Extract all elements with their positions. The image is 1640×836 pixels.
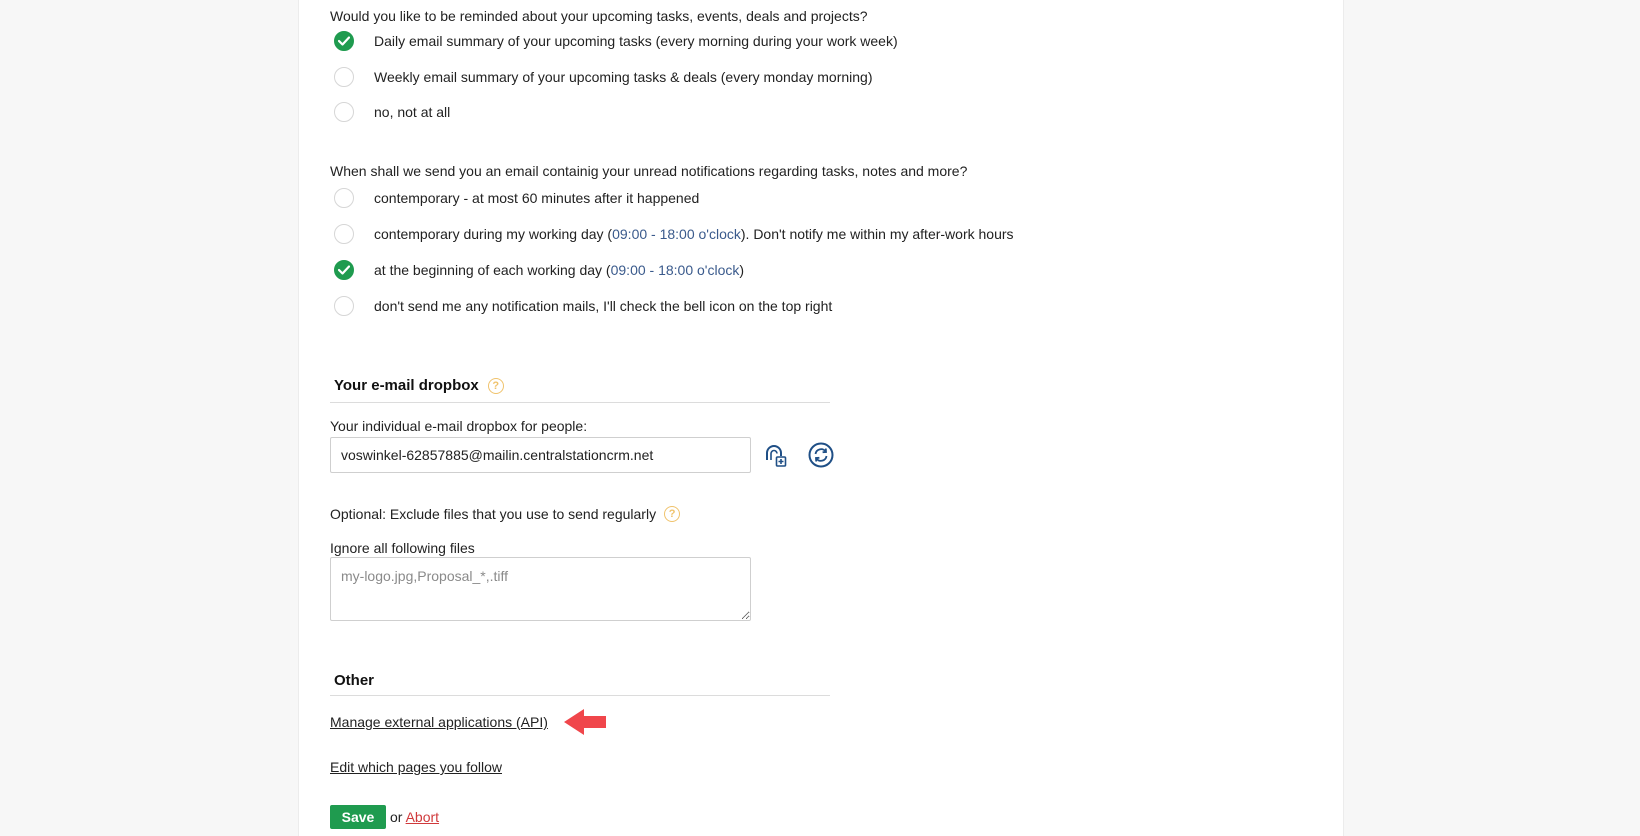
radio-never[interactable] [334, 296, 354, 316]
reminder-option-none[interactable] [334, 100, 450, 124]
label-pre: contemporary during my working day ( [374, 226, 613, 242]
add-contact-icon[interactable] [762, 442, 788, 468]
reminder-option-label: Daily email summary of your upcoming tasks (every morning during your work week) [374, 33, 898, 49]
pointer-arrow-icon [562, 707, 608, 742]
other-section-title: Other [334, 672, 375, 689]
notification-option-working-day[interactable] [334, 222, 1014, 246]
exclude-files-row [330, 506, 680, 522]
dropbox-section-title: Your e-mail dropbox [334, 377, 479, 394]
notifications-question: When shall we send you an email containig your unread notifications regarding tasks, notes and more? [330, 163, 968, 179]
working-hours-time: 09:00 - 18:00 o'clock [610, 262, 740, 278]
reminder-option-label: no, not at all [374, 104, 451, 120]
notification-option-label [374, 262, 744, 278]
ignore-files-textarea[interactable] [330, 557, 751, 621]
radio-contemporary[interactable] [334, 188, 354, 208]
exclude-files-label: Optional: Exclude files that you use to send regularly [330, 506, 657, 522]
ignore-files-label: Ignore all following files [330, 540, 475, 556]
actions-row [390, 809, 439, 825]
reminder-option-weekly[interactable] [334, 65, 872, 89]
notification-option-label: contemporary - at most 60 minutes after it happened [374, 190, 700, 206]
reminder-option-label: Weekly email summary of your upcoming tasks & deals (every monday morning) [374, 69, 873, 85]
dropbox-section-header [334, 377, 504, 394]
radio-beginning-day[interactable] [334, 260, 354, 280]
notification-option-contemporary[interactable] [334, 186, 699, 210]
label-post: ) [739, 262, 745, 278]
save-button[interactable]: Save [330, 805, 386, 829]
label-post: ). Don't notify me within my after-work hours [740, 226, 1014, 242]
radio-weekly[interactable] [334, 67, 354, 87]
radio-none[interactable] [334, 102, 354, 122]
or-text: or [390, 809, 403, 825]
notification-option-label [374, 226, 1014, 242]
section-divider [330, 695, 830, 696]
people-dropbox-label: Your individual e-mail dropbox for people: [330, 418, 588, 434]
working-hours-time: 09:00 - 18:00 o'clock [612, 226, 741, 242]
notification-option-beginning-day[interactable] [334, 258, 744, 282]
people-dropbox-field[interactable] [330, 437, 751, 473]
radio-daily[interactable] [334, 31, 354, 51]
notification-option-never[interactable] [334, 294, 832, 318]
manage-api-link[interactable]: Manage external applications (API) [330, 714, 548, 730]
section-divider [330, 402, 830, 403]
reminder-option-daily[interactable] [334, 29, 898, 53]
radio-working-day[interactable] [334, 224, 354, 244]
abort-link[interactable]: Abort [405, 809, 440, 825]
notification-option-label: don't send me any notification mails, I'll check the bell icon on the top right [374, 298, 833, 314]
label-pre: at the beginning of each working day ( [374, 262, 611, 278]
edit-follow-link[interactable]: Edit which pages you follow [330, 759, 502, 775]
refresh-icon[interactable] [808, 442, 834, 468]
reminders-question: Would you like to be reminded about your upcoming tasks, events, deals and projects? [330, 8, 868, 24]
help-icon[interactable]: ? [488, 378, 504, 394]
help-icon[interactable]: ? [664, 506, 680, 522]
